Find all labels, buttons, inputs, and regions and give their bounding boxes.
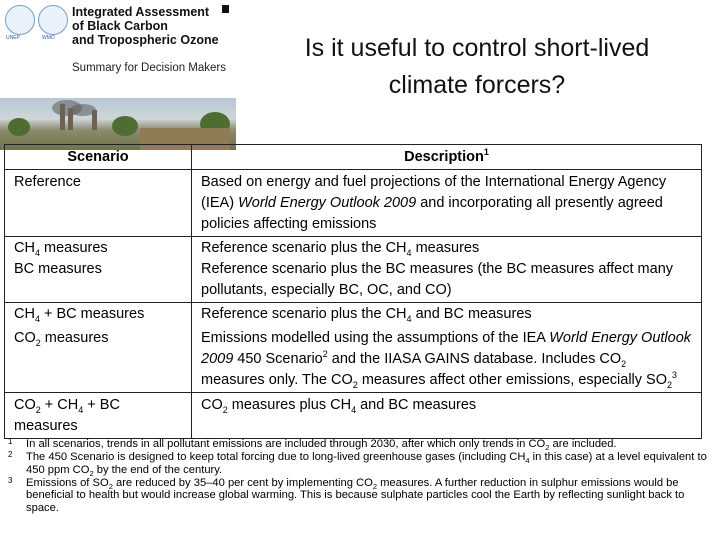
table-row [5, 170, 702, 237]
cover-title-line: of Black Carbon [72, 19, 168, 33]
scenario-cell [5, 237, 192, 303]
description-bc-measures: Reference scenario plus the BC measures (the BC measures affect many pollutants, especially BC, OC, and CO) [201, 261, 674, 298]
description-co2-measures: Emissions modelled using the assumptions of the IEA World Energy Outlook 2009 450 Scenario$^2$ and the IIASA GAINS database. Includes $CO_2$ measures only. The $CO_2$ measures affect other emissions, especially $SO_2^3$ [201, 330, 692, 390]
description-cell [192, 303, 702, 393]
footnote: 1 In all scenarios, trends in all pollutant emissions are included through 2030, after which only trends in $CO_2$ are included. [8, 437, 617, 453]
scenario-cell: $CO_2 + CH_4$ + BC measures [5, 393, 192, 439]
slide-title-line: climate forcers? [388, 71, 566, 99]
footnote-number: 2 [8, 450, 13, 459]
scenario-ch4-measures: $CH_4$ measures [14, 240, 108, 258]
wmo-logo [38, 5, 68, 35]
description-ch4-bc-measures: Reference scenario plus the $CH_4$ and BC measures [201, 306, 532, 324]
table-header-row [5, 145, 702, 170]
description-cell [192, 237, 702, 303]
description-cell: Based on energy and fuel projections of the International Energy Agency (IEA) World Energy Outlook 2009 and incorporating all presently agreed policies affecting emissions [192, 170, 702, 237]
table-row [5, 393, 702, 439]
scenario-cell: Reference [5, 170, 192, 237]
wmo-logo-caption: WMO [42, 35, 55, 41]
table-row [5, 303, 702, 393]
scenario-co2-measures: $CO_2$ measures [14, 330, 109, 348]
scenario-bc-measures: BC measures [14, 261, 102, 277]
unep-logo-caption: UNEP [6, 35, 20, 41]
cover-title [72, 5, 236, 47]
footnote: 2 The 450 Scenario is designed to keep total forcing due to long-lived greenhouse gases (including $CH_4$ in this case) at a level equivalent to 450 ppm $CO_2$ by the end of the century. [8, 450, 707, 478]
footnote-number: 1 [8, 437, 13, 446]
report-cover [0, 0, 236, 150]
description-cell: $CO_2$ measures plus $CH_4$ and BC measures [192, 393, 702, 439]
scenario-ch4-bc-measures: $CH_4$ + BC measures [14, 306, 145, 324]
slide-title-line: Is it useful to control short-lived [304, 34, 650, 62]
cover-title-line: Integrated Assessment [72, 5, 210, 19]
footnote-number: 3 [8, 475, 13, 485]
description-column-header: Description$^1$ [192, 145, 702, 170]
description-ch4-measures: Reference scenario plus the $CH_4$ measures [201, 240, 480, 258]
slide-title [240, 30, 714, 104]
cover-photo [0, 98, 236, 150]
cover-subtitle: Summary for Decision Makers [72, 62, 227, 74]
table-row [5, 237, 702, 303]
footnote: 3 Emissions of $SO_2$ are reduced by 35–40 per cent by implementing $CO_2$ measures. A further reduction in sulphur emissions would be beneficial to health but would increase global warming. This is because sulphate particles cool the Earth by reflecting sunlight back to space. [8, 475, 685, 514]
footnotes [8, 438, 708, 515]
scenario-cell [5, 303, 192, 393]
unep-logo [5, 5, 35, 35]
cover-title-line: and Tropospheric Ozone [72, 33, 219, 47]
scenario-column-header: Scenario [5, 145, 192, 170]
scenario-table [4, 144, 702, 439]
